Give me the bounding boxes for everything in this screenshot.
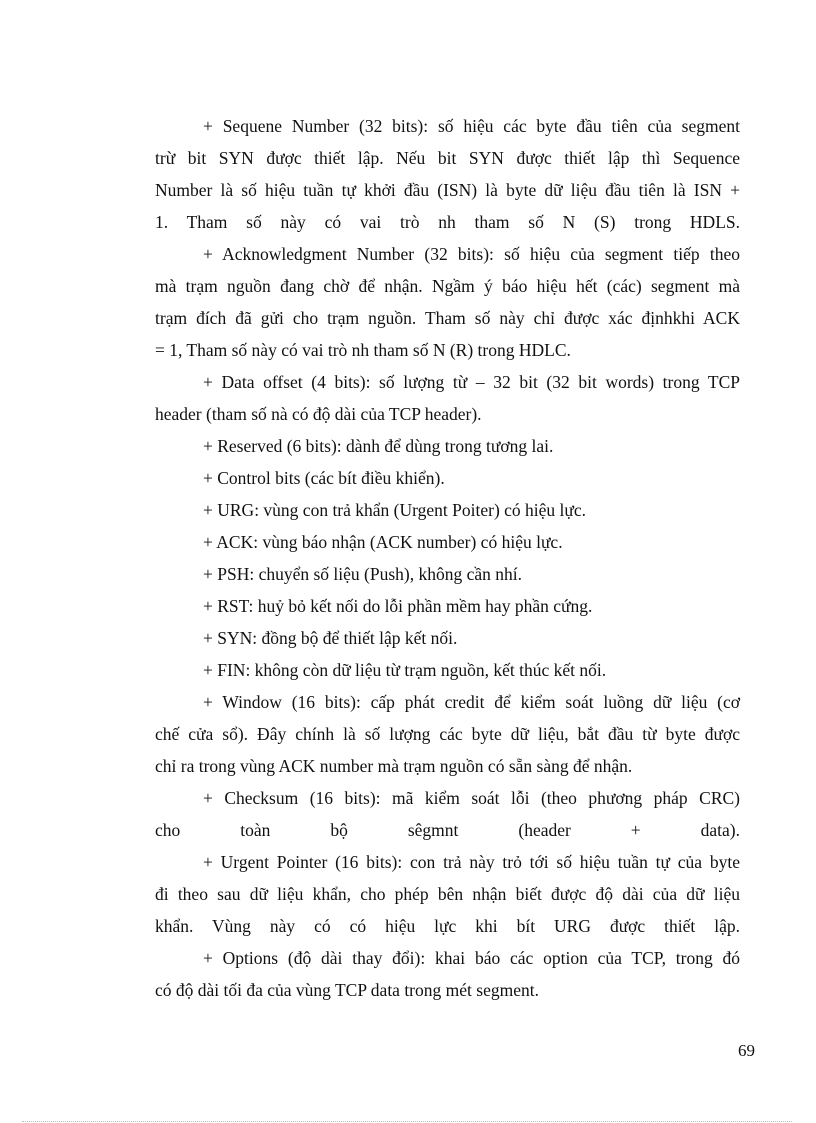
text-line: 1. Tham số này có vai trò nh tham số N (S) trong HDLS.	[155, 212, 740, 232]
text-line: + Options (độ dài thay đổi): khai báo các option của TCP, trong đó	[203, 948, 740, 968]
document-body	[155, 110, 740, 1006]
text-line: + SYN: đồng bộ để thiết lập kết nối.	[203, 628, 458, 648]
text-line: trừ bit SYN được thiết lập. Nếu bit SYN được thiết lập thì Sequence	[155, 148, 740, 168]
text-line: đi theo sau dữ liệu khẩn, cho phép bên nhận biết được độ dài của dữ liệu	[155, 884, 740, 904]
text-line: header (tham số nà có độ dài của TCP header).	[155, 404, 482, 424]
text-line: chỉ ra trong vùng ACK number mà trạm nguồn có sẵn sàng để nhận.	[155, 756, 633, 776]
text-line: + URG: vùng con trả khẩn (Urgent Poiter) có hiệu lực.	[203, 500, 587, 520]
text-line: khẩn. Vùng này có có hiệu lực khi bít URG được thiết lập.	[155, 916, 740, 936]
text-line: + RST: huỷ bỏ kết nối do lỗi phần mềm hay phần cứng.	[203, 596, 593, 616]
text-line: + Sequene Number (32 bits): số hiệu các byte đầu tiên của segment	[203, 116, 740, 136]
footer-divider	[22, 1121, 792, 1122]
text-line: + Data offset (4 bits): số lượng từ – 32 bit (32 bit words) trong TCP	[203, 372, 740, 392]
text-line: cho toàn bộ sêgmnt (header + data).	[155, 820, 740, 840]
text-line: + Acknowledgment Number (32 bits): số hiệu của segment tiếp theo	[203, 244, 740, 264]
page-number: 69	[738, 1041, 755, 1060]
text-line: mà trạm nguồn đang chờ để nhận. Ngầm ý báo hiệu hết (các) segment mà	[155, 276, 740, 296]
text-line: + Urgent Pointer (16 bits): con trả này trỏ tới số hiệu tuần tự của byte	[203, 852, 740, 872]
text-line: Number là số hiệu tuần tự khởi đầu (ISN) là byte dữ liệu đầu tiên là ISN +	[155, 180, 740, 200]
text-line: chế cửa sổ). Đây chính là số lượng các byte dữ liệu, bắt đầu từ byte được	[155, 724, 740, 744]
text-line: + Checksum (16 bits): mã kiểm soát lỗi (theo phương pháp CRC)	[203, 788, 740, 808]
text-line: + FIN: không còn dữ liệu từ trạm nguồn, kết thúc kết nối.	[203, 660, 607, 680]
text-line: có độ dài tối đa của vùng TCP data trong mét segment.	[155, 980, 539, 1000]
text-line: + ACK: vùng báo nhận (ACK number) có hiệu lực.	[203, 532, 563, 552]
text-line: trạm đích đã gửi cho trạm nguồn. Tham số này chỉ được xác địnhkhi ACK	[155, 308, 740, 328]
text-line: + PSH: chuyển số liệu (Push), không cần nhí.	[203, 564, 523, 584]
text-line: + Reserved (6 bits): dành để dùng trong tương lai.	[203, 436, 554, 456]
text-line: = 1, Tham số này có vai trò nh tham số N (R) trong HDLC.	[155, 340, 571, 360]
text-line: + Control bits (các bít điều khiển).	[203, 468, 445, 488]
text-line: + Window (16 bits): cấp phát credit để kiểm soát luồng dữ liệu (cơ	[203, 692, 740, 712]
